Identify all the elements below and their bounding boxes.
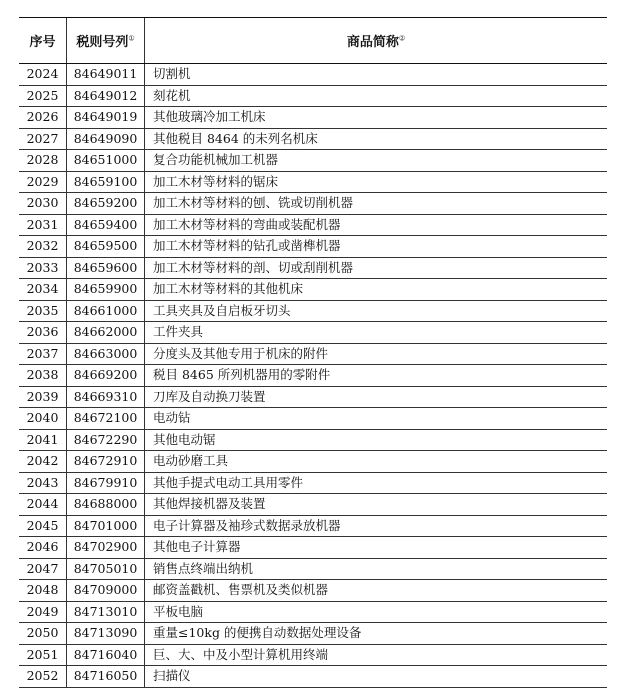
table-row xyxy=(19,343,607,365)
row-seq-cell: 2028 xyxy=(19,150,67,172)
row-code-cell: 84659500 xyxy=(67,236,145,258)
table-row xyxy=(19,214,607,236)
header-seq-label: 序号 xyxy=(29,35,56,50)
row-seq-cell: 2025 xyxy=(19,85,67,107)
row-code-cell: 84688000 xyxy=(67,494,145,516)
row-seq-cell: 2030 xyxy=(19,193,67,215)
row-code-cell: 84669310 xyxy=(67,386,145,408)
row-name-cell: 加工木材等材料的剖、切或刮削机器 xyxy=(145,257,608,279)
row-seq-cell: 2032 xyxy=(19,236,67,258)
row-code-cell: 84659900 xyxy=(67,279,145,301)
footnote-marker-1: ① xyxy=(128,34,135,43)
tariff-table xyxy=(19,17,607,688)
row-name-cell: 扫描仪 xyxy=(145,666,608,688)
row-name-cell: 加工木材等材料的其他机床 xyxy=(145,279,608,301)
row-seq-cell: 2041 xyxy=(19,429,67,451)
row-seq-cell: 2036 xyxy=(19,322,67,344)
row-seq-cell: 2027 xyxy=(19,128,67,150)
row-code-cell: 84701000 xyxy=(67,515,145,537)
row-name-cell: 巨、大、中及小型计算机用终端 xyxy=(145,644,608,666)
row-seq-cell: 2046 xyxy=(19,537,67,559)
table-row xyxy=(19,601,607,623)
table-row xyxy=(19,386,607,408)
header-name xyxy=(145,18,608,64)
table-row xyxy=(19,171,607,193)
table-row xyxy=(19,623,607,645)
row-code-cell: 84716040 xyxy=(67,644,145,666)
header-name-label: 商品简称 xyxy=(346,35,399,50)
table-row xyxy=(19,644,607,666)
row-name-cell: 工具夹具及自启板牙切头 xyxy=(145,300,608,322)
row-code-cell: 84649090 xyxy=(67,128,145,150)
row-code-cell: 84672910 xyxy=(67,451,145,473)
row-code-cell: 84713090 xyxy=(67,623,145,645)
row-name-cell: 加工木材等材料的锯床 xyxy=(145,171,608,193)
row-name-cell: 刀库及自动换刀装置 xyxy=(145,386,608,408)
row-name-cell: 复合功能机械加工机器 xyxy=(145,150,608,172)
row-seq-cell: 2038 xyxy=(19,365,67,387)
row-code-cell: 84705010 xyxy=(67,558,145,580)
document-page xyxy=(19,17,607,688)
row-name-cell: 其他焊接机器及装置 xyxy=(145,494,608,516)
table-row xyxy=(19,515,607,537)
row-name-cell: 加工木材等材料的钻孔或凿榫机器 xyxy=(145,236,608,258)
table-row xyxy=(19,257,607,279)
table-row xyxy=(19,558,607,580)
row-name-cell: 邮资盖戳机、售票机及类似机器 xyxy=(145,580,608,602)
row-code-cell: 84672290 xyxy=(67,429,145,451)
row-name-cell: 税目 8465 所列机器用的零附件 xyxy=(145,365,608,387)
row-code-cell: 84649012 xyxy=(67,85,145,107)
row-name-cell: 电子计算器及袖珍式数据录放机器 xyxy=(145,515,608,537)
row-seq-cell: 2040 xyxy=(19,408,67,430)
row-code-cell: 84661000 xyxy=(67,300,145,322)
row-name-cell: 电动砂磨工具 xyxy=(145,451,608,473)
row-seq-cell: 2045 xyxy=(19,515,67,537)
row-name-cell: 工件夹具 xyxy=(145,322,608,344)
row-code-cell: 84669200 xyxy=(67,365,145,387)
table-row xyxy=(19,85,607,107)
table-header-row xyxy=(19,18,607,64)
table-row xyxy=(19,300,607,322)
table-row xyxy=(19,279,607,301)
row-code-cell: 84659400 xyxy=(67,214,145,236)
row-seq-cell: 2031 xyxy=(19,214,67,236)
row-code-cell: 84659600 xyxy=(67,257,145,279)
row-seq-cell: 2026 xyxy=(19,107,67,129)
row-seq-cell: 2052 xyxy=(19,666,67,688)
row-name-cell: 其他电子计算器 xyxy=(145,537,608,559)
row-code-cell: 84709000 xyxy=(67,580,145,602)
row-name-cell: 刻花机 xyxy=(145,85,608,107)
row-code-cell: 84662000 xyxy=(67,322,145,344)
row-seq-cell: 2033 xyxy=(19,257,67,279)
row-name-cell: 其他手提式电动工具用零件 xyxy=(145,472,608,494)
row-name-cell: 销售点终端出纳机 xyxy=(145,558,608,580)
row-name-cell: 加工木材等材料的刨、铣或切削机器 xyxy=(145,193,608,215)
row-seq-cell: 2049 xyxy=(19,601,67,623)
table-row xyxy=(19,666,607,688)
table-row xyxy=(19,322,607,344)
table-row xyxy=(19,365,607,387)
row-seq-cell: 2043 xyxy=(19,472,67,494)
row-code-cell: 84672100 xyxy=(67,408,145,430)
header-seq xyxy=(19,18,67,64)
row-seq-cell: 2029 xyxy=(19,171,67,193)
row-code-cell: 84651000 xyxy=(67,150,145,172)
row-code-cell: 84659200 xyxy=(67,193,145,215)
row-name-cell: 其他电动锯 xyxy=(145,429,608,451)
row-code-cell: 84659100 xyxy=(67,171,145,193)
row-code-cell: 84649011 xyxy=(67,64,145,86)
table-row xyxy=(19,236,607,258)
table-row xyxy=(19,494,607,516)
header-code xyxy=(67,18,145,64)
table-row xyxy=(19,537,607,559)
row-seq-cell: 2039 xyxy=(19,386,67,408)
row-code-cell: 84679910 xyxy=(67,472,145,494)
footnote-marker-2: ② xyxy=(398,34,406,43)
row-name-cell: 其他税目 8464 的未列名机床 xyxy=(145,128,608,150)
row-name-cell: 平板电脑 xyxy=(145,601,608,623)
table-row xyxy=(19,107,607,129)
row-seq-cell: 2034 xyxy=(19,279,67,301)
row-seq-cell: 2050 xyxy=(19,623,67,645)
row-name-cell: 电动钻 xyxy=(145,408,608,430)
row-code-cell: 84702900 xyxy=(67,537,145,559)
table-row xyxy=(19,408,607,430)
row-name-cell: 加工木材等材料的弯曲或装配机器 xyxy=(145,214,608,236)
table-row xyxy=(19,451,607,473)
row-name-cell: 切割机 xyxy=(145,64,608,86)
table-row xyxy=(19,429,607,451)
row-seq-cell: 2042 xyxy=(19,451,67,473)
row-seq-cell: 2051 xyxy=(19,644,67,666)
row-seq-cell: 2044 xyxy=(19,494,67,516)
row-seq-cell: 2047 xyxy=(19,558,67,580)
table-body xyxy=(19,64,607,688)
table-row xyxy=(19,128,607,150)
row-code-cell: 84663000 xyxy=(67,343,145,365)
row-name-cell: 分度头及其他专用于机床的附件 xyxy=(145,343,608,365)
table-row xyxy=(19,64,607,86)
row-code-cell: 84649019 xyxy=(67,107,145,129)
table-row xyxy=(19,150,607,172)
row-name-cell: 其他玻璃冷加工机床 xyxy=(145,107,608,129)
row-code-cell: 84713010 xyxy=(67,601,145,623)
row-seq-cell: 2024 xyxy=(19,64,67,86)
table-row xyxy=(19,580,607,602)
table-row xyxy=(19,193,607,215)
row-seq-cell: 2048 xyxy=(19,580,67,602)
row-name-cell: 重量≤10kg 的便携自动数据处理设备 xyxy=(145,623,608,645)
table-row xyxy=(19,472,607,494)
row-seq-cell: 2035 xyxy=(19,300,67,322)
row-code-cell: 84716050 xyxy=(67,666,145,688)
row-seq-cell: 2037 xyxy=(19,343,67,365)
header-code-label: 税则号列 xyxy=(76,35,129,50)
